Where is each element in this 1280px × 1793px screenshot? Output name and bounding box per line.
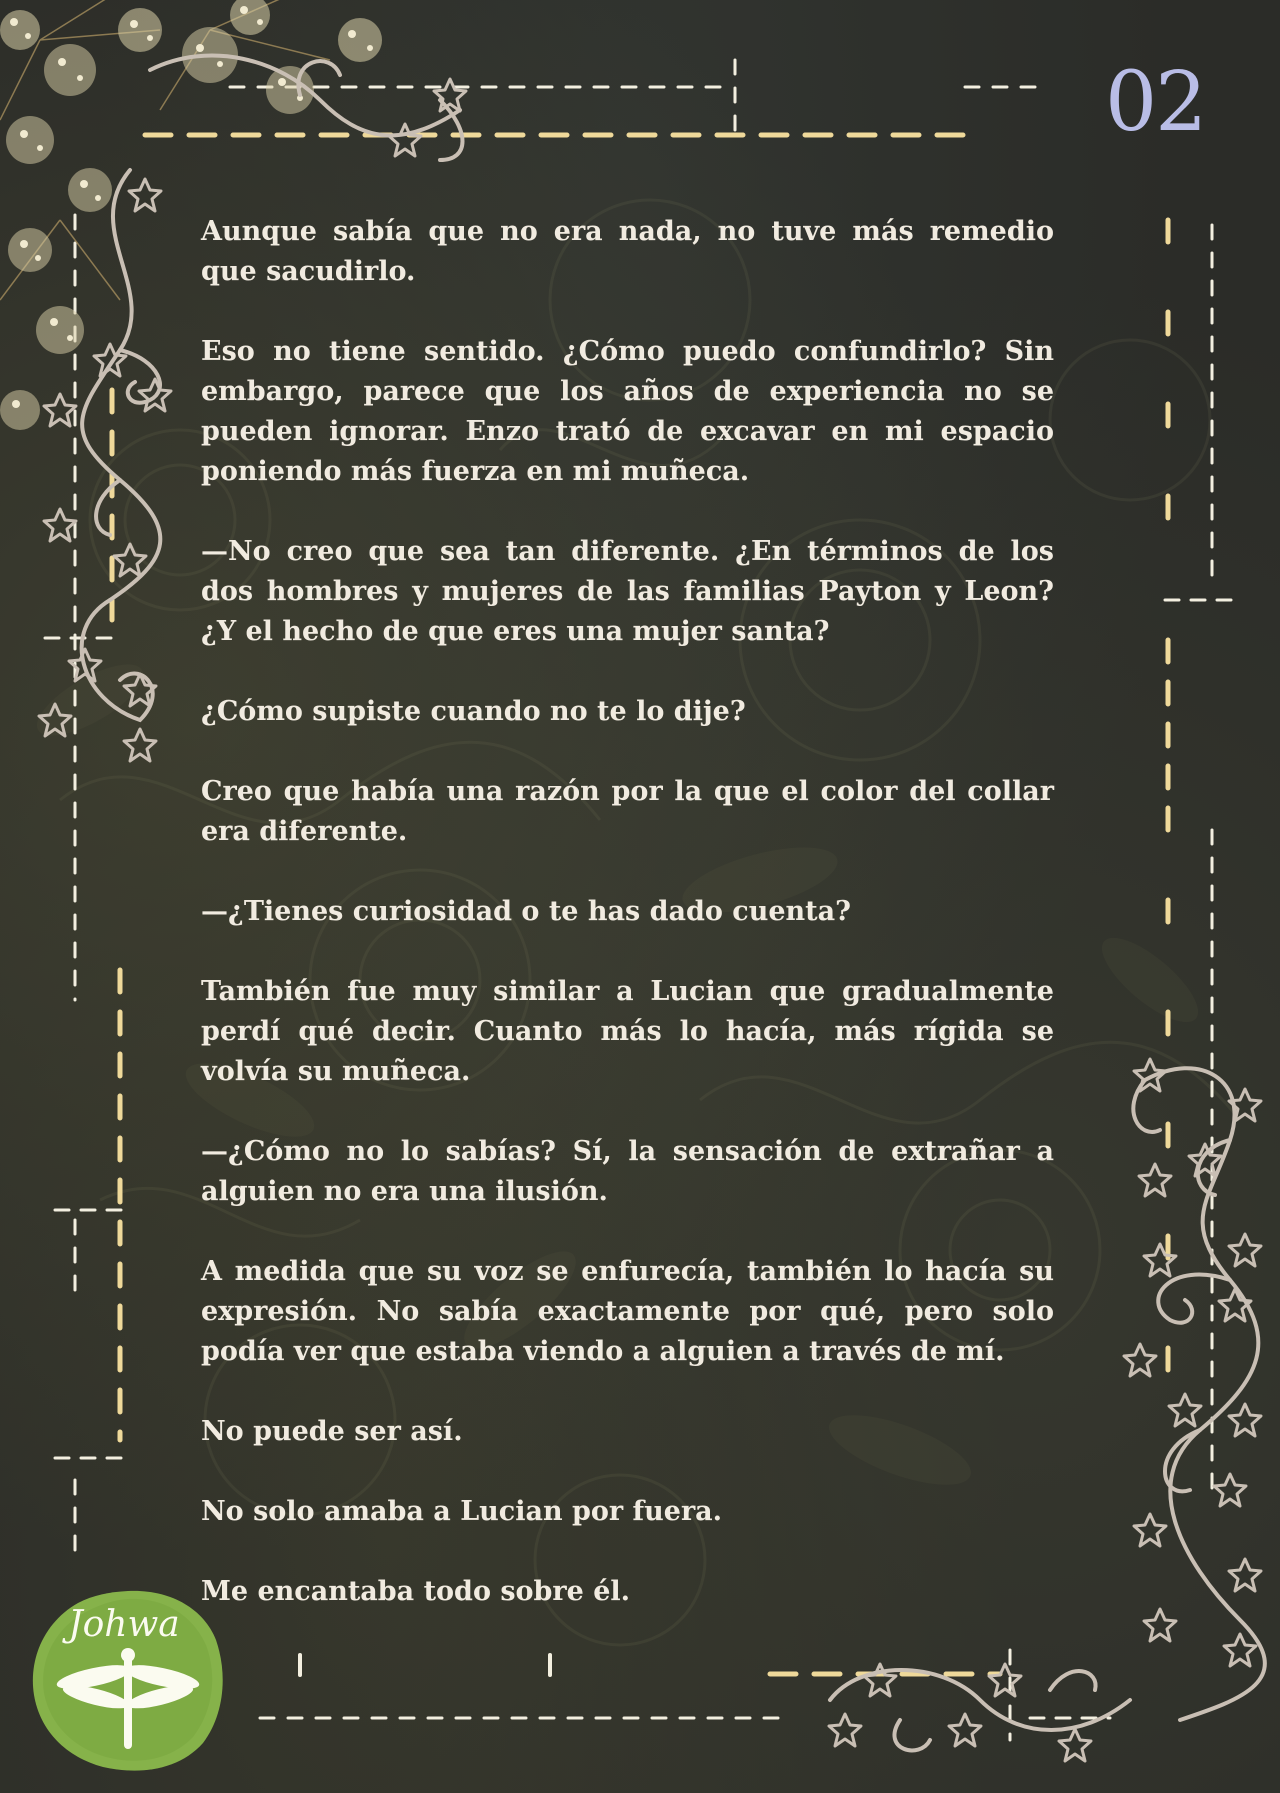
story-text [201,212,1054,1652]
paragraph: También fue muy similar a Lucian que gradualmente perdí qué decir. Cuanto más lo hacía, más rígida se volvía su muñeca. [201,976,1054,1087]
paragraph: Aunque sabía que no era nada, no tuve más remedio que sacudirlo. [201,216,1054,287]
page-number: 02 [1105,55,1206,150]
paragraph: A medida que su voz se enfurecía, también lo hacía su expresión. No sabía exactamente por qué, pero solo podía ver que estaba viendo a alguien a través de mí. [201,1256,1054,1367]
paragraph: ¿Cómo supiste cuando no te lo dije? [201,696,746,727]
paragraph: Eso no tiene sentido. ¿Cómo puedo confundirlo? Sin embargo, parece que los años de experiencia no se pueden ignorar. Enzo trató de excavar en mi espacio poniendo más fuerza en mi muñeca. [201,336,1054,487]
paragraph: —¿Tienes curiosidad o te has dado cuenta? [201,896,851,927]
paragraph: Creo que había una razón por la que el color del collar era diferente. [201,776,1054,847]
paragraph: —No creo que sea tan diferente. ¿En términos de los dos hombres y mujeres de las familias Payton y Leon? ¿Y el hecho de que eres una mujer santa? [201,536,1054,647]
paragraph: —¿Cómo no lo sabías? Sí, la sensación de extrañar a alguien no era una ilusión. [201,1136,1054,1207]
logo-text: Johwa [68,1604,180,1645]
paragraph: No solo amaba a Lucian por fuera. [201,1496,723,1527]
paragraph: No puede ser así. [201,1416,463,1447]
paragraph: Me encantaba todo sobre él. [201,1576,631,1607]
